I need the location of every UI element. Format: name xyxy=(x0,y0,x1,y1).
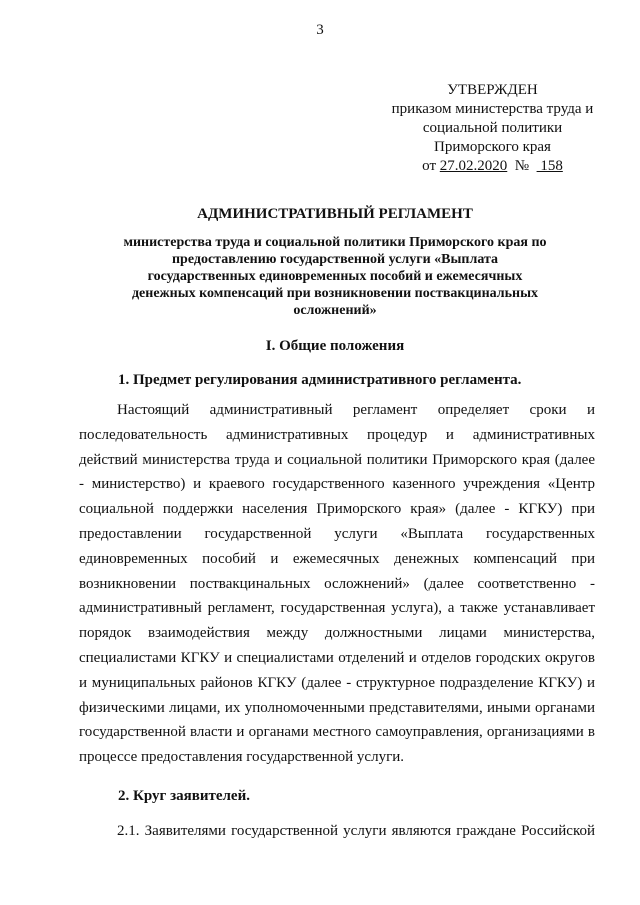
page-number: 3 xyxy=(316,22,324,38)
approval-date-prefix: от xyxy=(422,158,440,174)
document-title: АДМИНИСТРАТИВНЫЙ РЕГЛАМЕНТ xyxy=(197,206,473,222)
approval-number-sign: № xyxy=(507,158,537,174)
approval-line-3: Приморского края xyxy=(434,139,551,155)
approval-line-1: приказом министерства труда и xyxy=(391,101,594,117)
item2-heading: 2. Круг заявителей. xyxy=(118,788,250,804)
document-subtitle: министерства труда и социальной политики Приморского края по предоставлению государственной услуги «Выплата государственных единовременных пособий и ежемесячных денежных компенсаций при возникновении поствакцинальных осложнений» xyxy=(123,235,547,318)
approval-heading: УТВЕРЖДЕН xyxy=(447,82,538,98)
approval-date-line xyxy=(380,157,605,176)
item2-paragraph: 2.1. Заявителями государственной услуги являются граждане Российской xyxy=(117,823,595,839)
approval-date: 27.02.2020 xyxy=(439,158,508,174)
section-heading: I. Общие положения xyxy=(265,338,405,354)
item1-heading: 1. Предмет регулирования административного регламента. xyxy=(118,372,522,388)
approval-stamp xyxy=(380,81,605,176)
approval-line-2: социальной политики xyxy=(422,120,563,136)
item1-paragraph: Настоящий административный регламент определяет сроки и последовательность административных процедур и административных действий министерства труда и социальной политики Приморского края (далее - министерство) и краевого государственного казенного учреждения «Центр социальной поддержки населения Приморского края» (далее - КГКУ) при предоставлении государственной услуги «Выплата государственных единовременных пособий и ежемесячных денежных компенсаций при возникновении поствакцинальных осложнений» (далее соответственно - административный регламент, государственная услуга), а также устанавливает порядок взаимодействия между должностными лицами министерства, специалистами КГКУ и специалистами отделений и отделов городских округов и муниципальных районов КГКУ (далее - структурное подразделение КГКУ) и физическими лицами, их уполномоченными представителями, иными органами государственной власти и органами местного самоуправления, организациями в процессе предоставления государственной услуги. xyxy=(79,402,595,766)
approval-number: 158 xyxy=(536,158,563,174)
